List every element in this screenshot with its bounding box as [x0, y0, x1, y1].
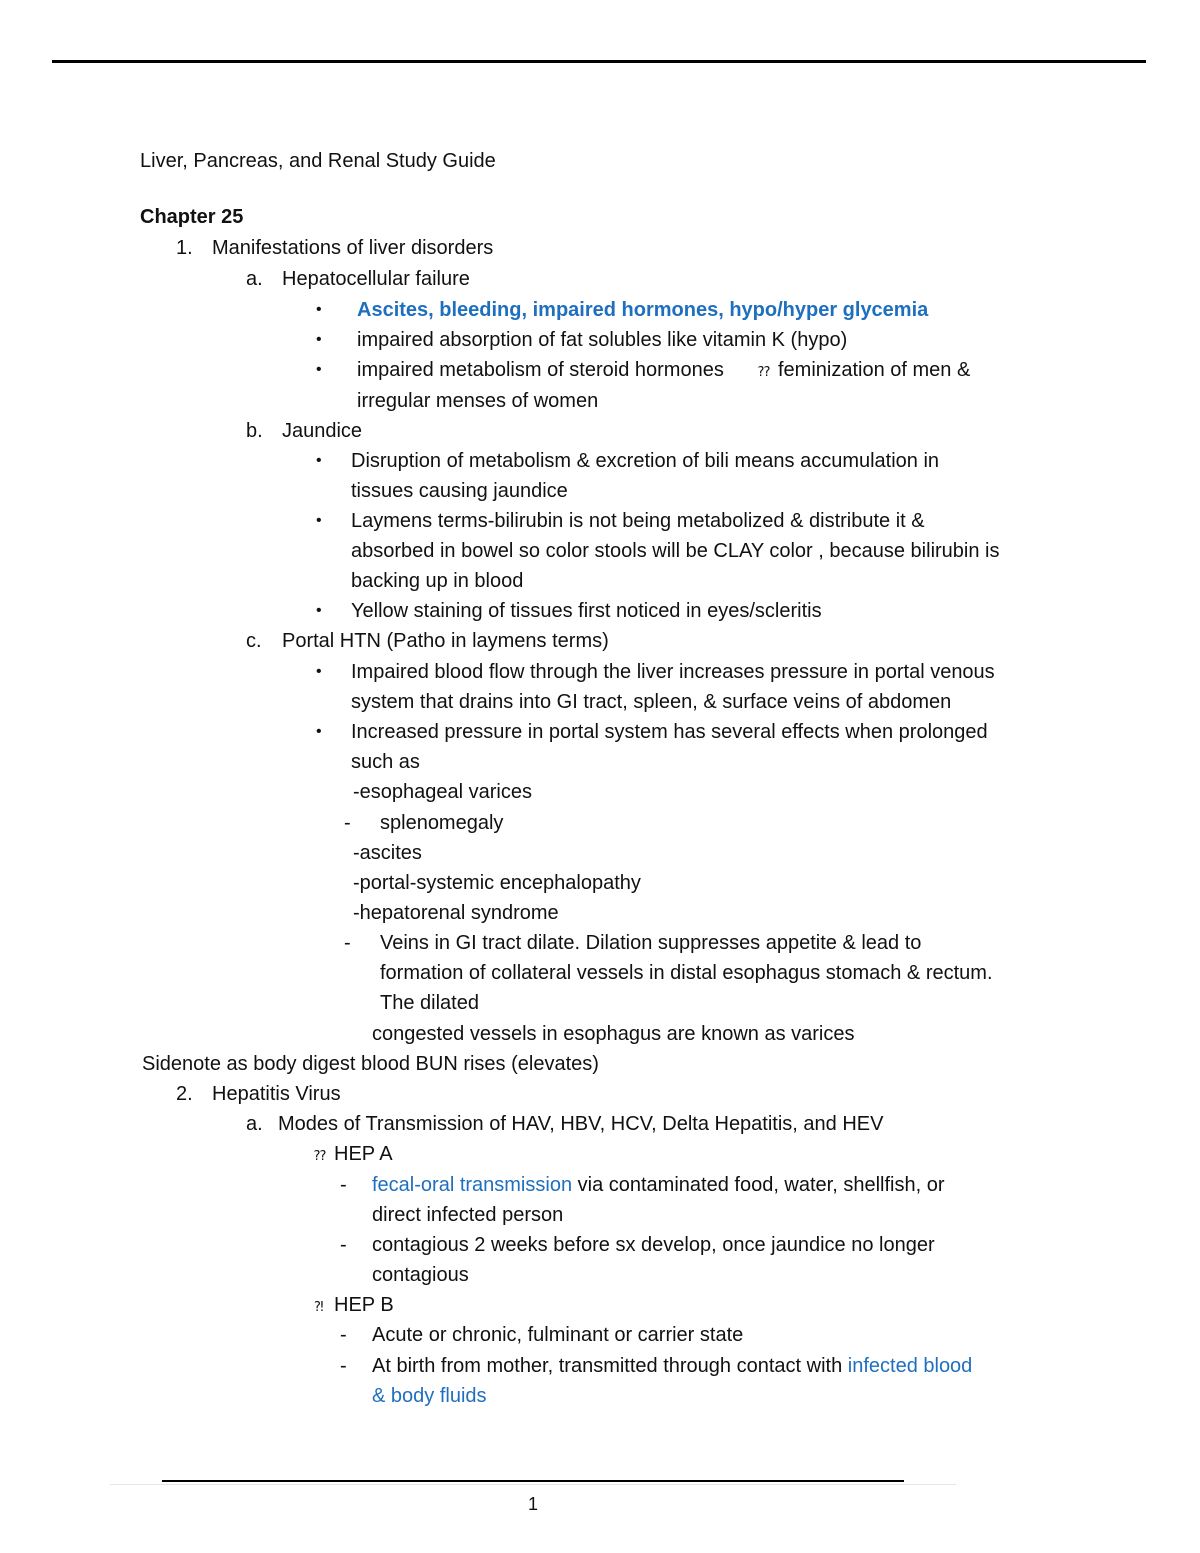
hep-b-line: Acute or chronic, fulminant or carrier state	[372, 1324, 744, 1346]
highlight-text: infected blood	[847, 1355, 973, 1377]
dash-icon: -	[344, 932, 351, 954]
bullet-icon: •	[316, 331, 322, 348]
bullet-text-continued: irregular menses of women	[357, 390, 599, 412]
hep-a-line: contagious 2 weeks before sx develop, once jaundice no longer	[372, 1234, 935, 1256]
plain-text: via contaminated food, water, shellfish, or	[572, 1174, 945, 1196]
dash-icon: -	[340, 1355, 347, 1377]
sidenote: Sidenote as body digest blood BUN rises (elevates)	[142, 1053, 599, 1075]
bullet-icon: •	[316, 512, 322, 529]
bullet-icon: •	[316, 361, 322, 378]
effect-line: -esophageal varices	[353, 781, 532, 803]
bullet-icon: •	[316, 301, 322, 318]
missing-glyph-icon: ⁇	[758, 364, 770, 379]
hep-b-line	[372, 1353, 972, 1379]
dash-icon: -	[340, 1234, 347, 1256]
bullet-text: Yellow staining of tissues first noticed in eyes/scleritis	[351, 600, 822, 622]
effect-line-continued: congested vessels in esophagus are known as varices	[372, 1023, 855, 1045]
list-item-2a-text: Modes of Transmission of HAV, HBV, HCV, Delta Hepatitis, and HEV	[278, 1113, 884, 1135]
effect-line-continued: formation of collateral vessels in distal esophagus stomach & rectum.	[380, 962, 993, 984]
header-rule	[52, 60, 1146, 63]
effect-line: -portal-systemic encephalopathy	[353, 872, 641, 894]
dash-icon: -	[340, 1174, 347, 1196]
hep-b-line-continued: & body fluids	[372, 1385, 487, 1407]
bullet-text: Disruption of metabolism & excretion of bili means accumulation in	[351, 450, 940, 472]
effect-line-continued: The dilated	[380, 992, 479, 1014]
list-item-1-text: Manifestations of liver disorders	[212, 237, 494, 259]
list-letter-1c: c.	[246, 630, 262, 652]
bullet-text-continued: backing up in blood	[351, 570, 524, 592]
list-item-2-text: Hepatitis Virus	[212, 1083, 341, 1105]
effect-line: -ascites	[353, 842, 422, 864]
bullet-text-continued: system that drains into GI tract, spleen, & surface veins of abdomen	[351, 691, 952, 713]
hep-a-label: HEP A	[334, 1143, 393, 1165]
effect-line: -hepatorenal syndrome	[353, 902, 559, 924]
bullet-text-continued: tissues causing jaundice	[351, 480, 568, 502]
effect-line: splenomegaly	[380, 812, 504, 834]
doc-title: Liver, Pancreas, and Renal Study Guide	[140, 150, 496, 172]
list-item-1a-text: Hepatocellular failure	[282, 268, 470, 290]
bullet-text: Increased pressure in portal system has several effects when prolonged	[351, 721, 988, 743]
footer-rule-faint	[110, 1484, 956, 1485]
bullet-icon: •	[316, 663, 322, 680]
list-number-1: 1.	[176, 237, 193, 259]
plain-text: At birth from mother, transmitted through contact with	[372, 1355, 848, 1377]
list-item-1b-text: Jaundice	[282, 420, 363, 442]
highlight-text: fecal-oral transmission	[372, 1174, 573, 1196]
bullet-text-continued: feminization of men &	[778, 359, 971, 381]
hep-a-line-continued: direct infected person	[372, 1204, 564, 1226]
hep-a-line-continued: contagious	[372, 1264, 469, 1286]
bullet-text: impaired metabolism of steroid hormones	[357, 359, 724, 381]
bullet-text: Ascites, bleeding, impaired hormones, hypo/hyper glycemia	[357, 299, 929, 321]
list-letter-1b: b.	[246, 420, 263, 442]
dash-icon: -	[344, 812, 351, 834]
footer-rule	[162, 1480, 904, 1482]
list-item-1c-text: Portal HTN (Patho in laymens terms)	[282, 630, 609, 652]
hep-a-line	[372, 1172, 945, 1198]
bullet-text-continued: such as	[351, 751, 420, 773]
dash-icon: -	[340, 1324, 347, 1346]
bullet-icon: •	[316, 452, 322, 469]
missing-glyph-icon: ⁇	[314, 1148, 326, 1163]
bullet-text: impaired absorption of fat solubles like vitamin K (hypo)	[357, 329, 848, 351]
hep-b-label: HEP B	[334, 1294, 394, 1316]
bullet-icon: •	[316, 602, 322, 619]
list-number-2: 2.	[176, 1083, 193, 1105]
missing-glyph-icon: ⁈	[314, 1299, 324, 1314]
bullet-icon: •	[316, 723, 322, 740]
bullet-text-continued: absorbed in bowel so color stools will be CLAY color , because bilirubin is	[351, 540, 1000, 562]
effect-line: Veins in GI tract dilate. Dilation suppresses appetite & lead to	[380, 932, 922, 954]
bullet-text: Laymens terms-bilirubin is not being metabolized & distribute it &	[351, 510, 925, 532]
bullet-text: Impaired blood flow through the liver increases pressure in portal venous	[351, 661, 995, 683]
list-letter-1a: a.	[246, 268, 263, 290]
list-letter-2a: a.	[246, 1113, 263, 1135]
chapter-heading: Chapter 25	[140, 206, 244, 228]
page-number: 1	[527, 1494, 538, 1514]
